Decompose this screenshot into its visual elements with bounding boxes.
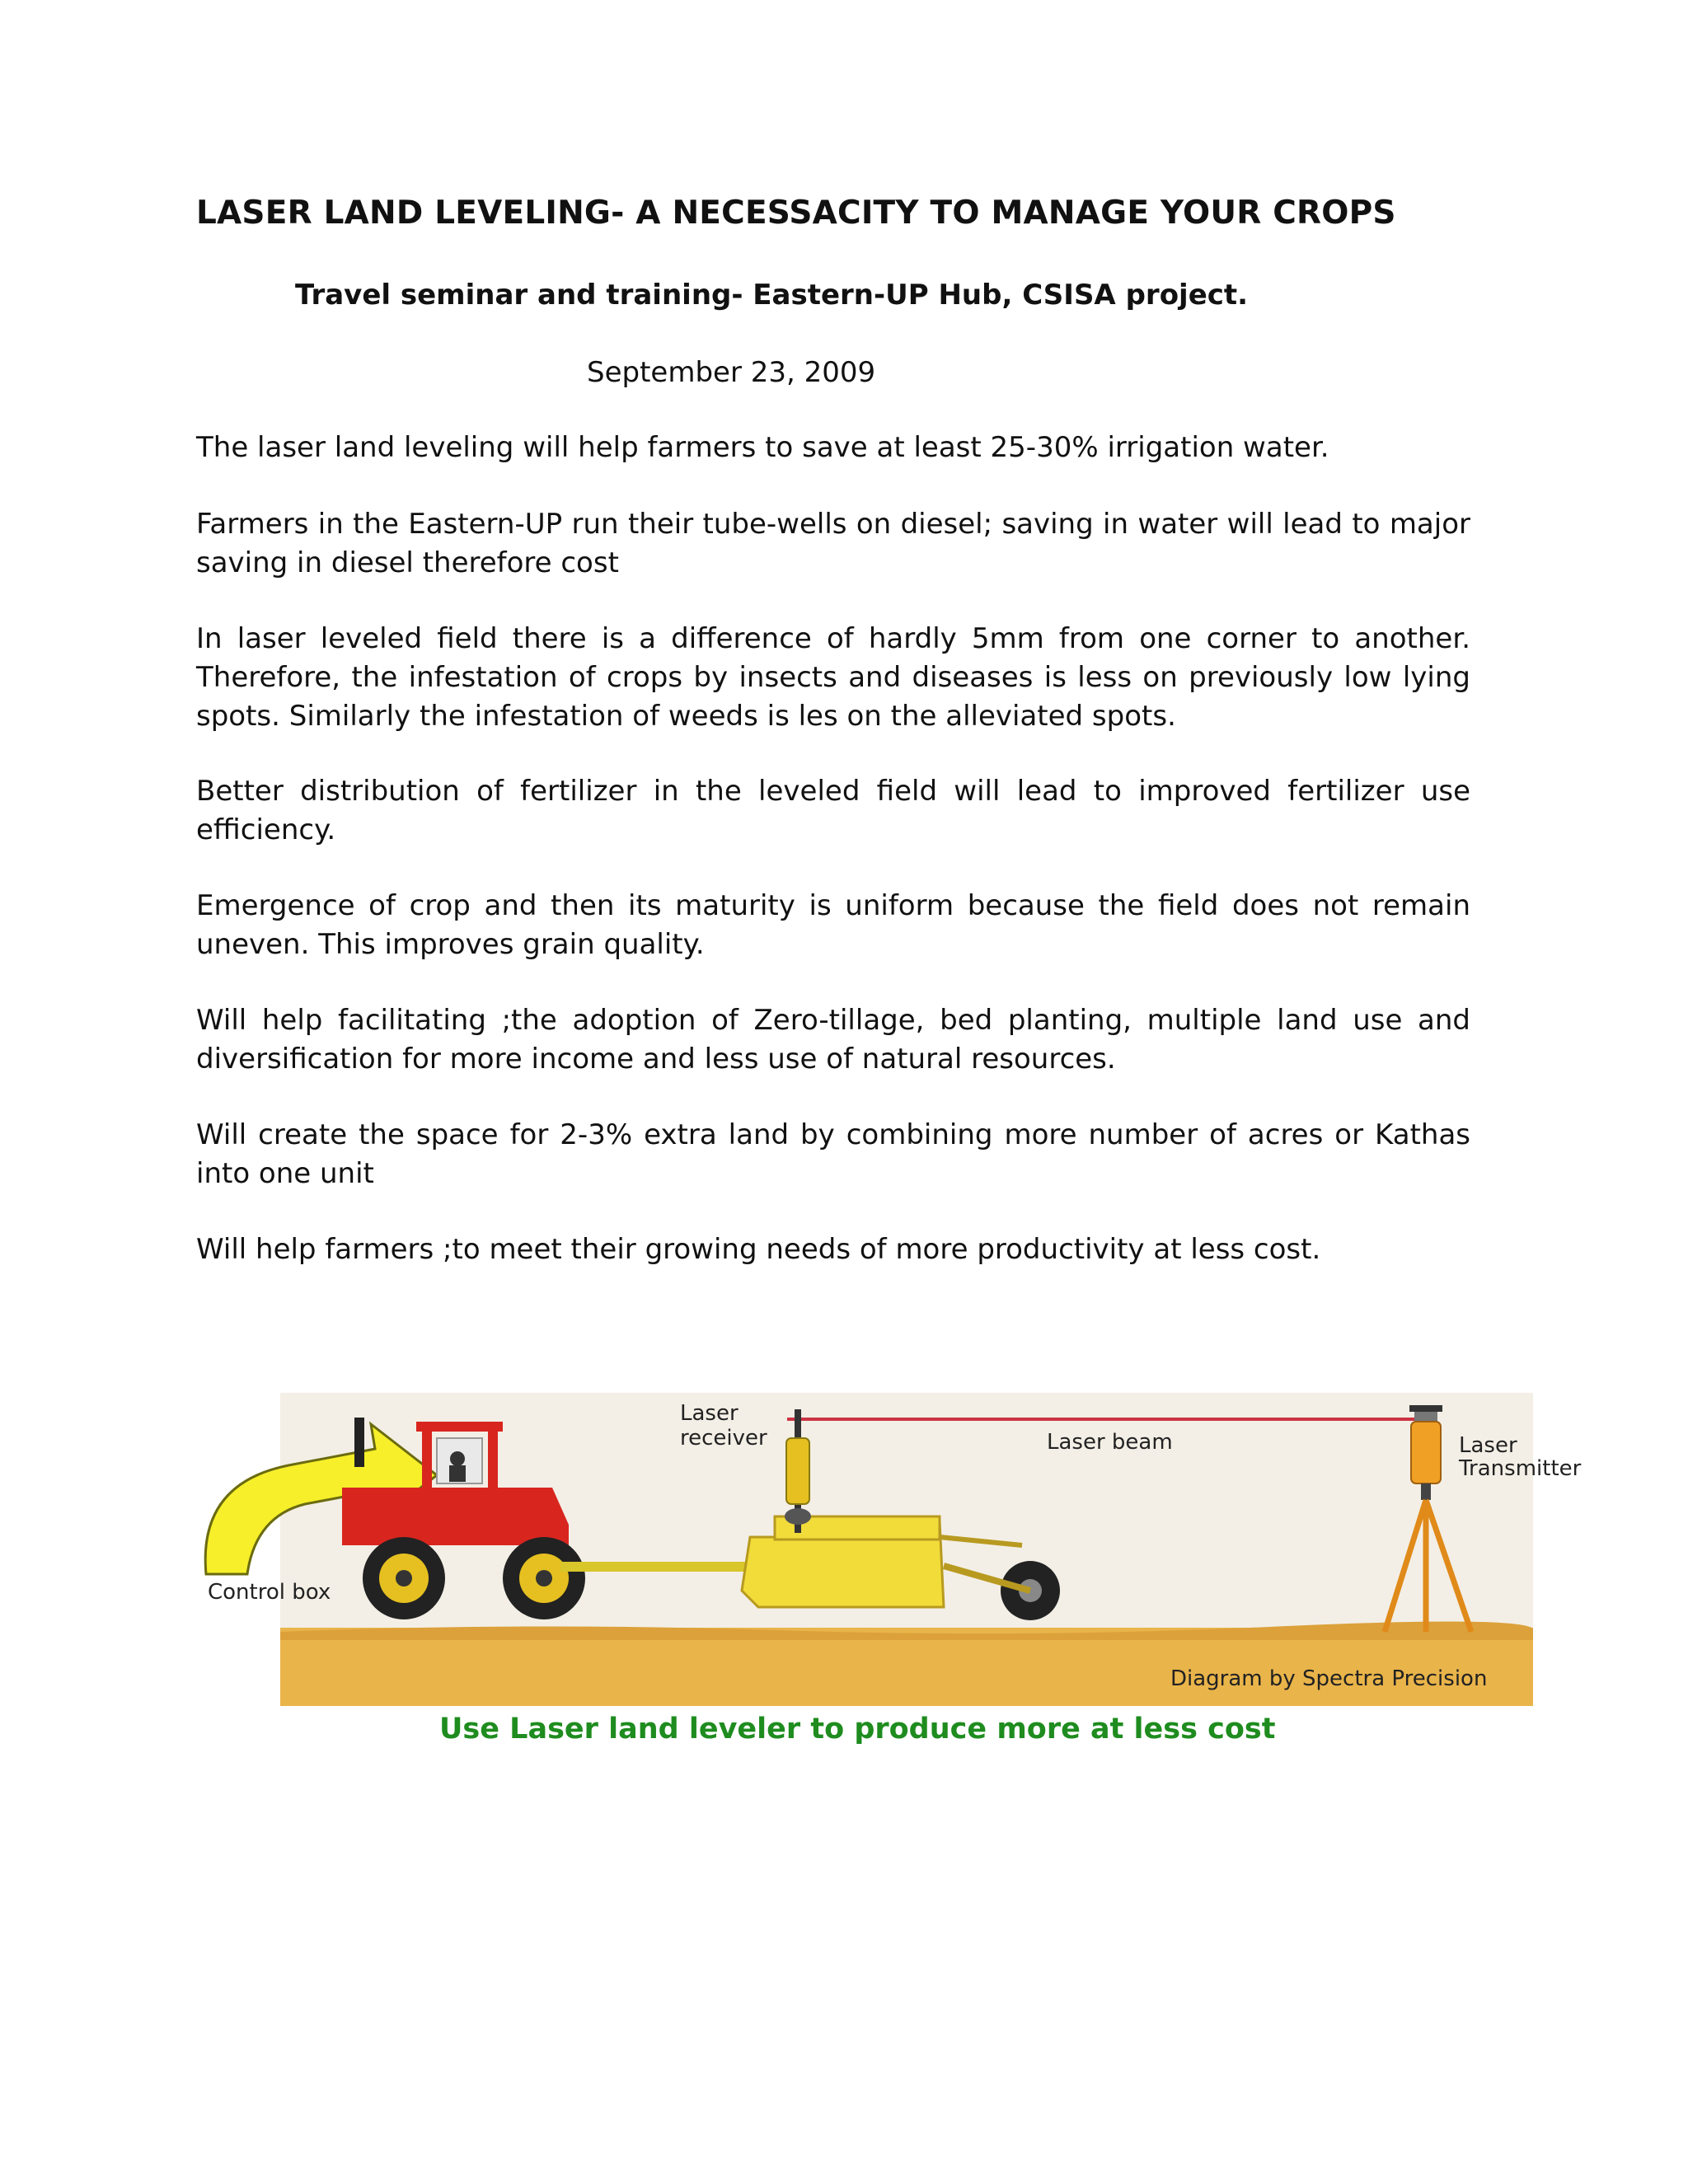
label-laser-receiver-line1: Laser (680, 1401, 738, 1426)
paragraph-emergence: Emergence of crop and then its maturity is uniform because the field does not remain uneven. This improves grain quality. (196, 889, 1470, 961)
paragraph-water-saving: The laser land leveling will help farmers to save at least 25-30% irrigation water. (196, 431, 1329, 464)
drawbar (560, 1562, 758, 1572)
label-laser-transmitter-line1: Laser (1459, 1433, 1517, 1458)
paragraph-diesel-saving: Farmers in the Eastern-UP run their tube-wells on diesel; saving in water will lead to major saving in diesel therefore cost (196, 508, 1470, 579)
paragraph-fertilizer: Better distribution of fertilizer in the leveled field will lead to improved fertilizer use efficiency. (196, 775, 1470, 846)
label-laser-transmitter-line2: Transmitter (1459, 1456, 1582, 1481)
paragraph-extra-land: Will create the space for 2-3% extra land by combining more number of acres or Kathas into one unit (196, 1118, 1470, 1190)
label-laser-receiver-line2: receiver (680, 1426, 767, 1451)
paragraph-infestation: In laser leveled field there is a difference of hardly 5mm from one corner to another. Therefore, the infestation of crops by insects and diseases is less on previously low lying spots. Similarly the infestation of weeds is les on the alleviated spots. (196, 622, 1470, 733)
paragraph-zero-tillage: Will help facilitating ;the adoption of Zero-tillage, bed planting, multiple land use and diversification for more income and less use of natural resources. (196, 1004, 1470, 1076)
label-diagram-credit: Diagram by Spectra Precision (1170, 1666, 1488, 1691)
label-laser-beam: Laser beam (1047, 1430, 1173, 1455)
paragraph-productivity: Will help farmers ;to meet their growing needs of more productivity at less cost. (196, 1233, 1321, 1266)
document-title: LASER LAND LEVELING- A NECESSACITY TO MANAGE YOUR CROPS (196, 194, 1396, 232)
document-date: September 23, 2009 (587, 356, 876, 389)
figure-caption: Use Laser land leveler to produce more at less cost (439, 1713, 1276, 1746)
document-subtitle: Travel seminar and training- Eastern-UP Hub, CSISA project. (295, 279, 1249, 312)
label-control-box: Control box (208, 1580, 331, 1605)
laser-leveler-diagram (198, 1393, 1599, 1714)
